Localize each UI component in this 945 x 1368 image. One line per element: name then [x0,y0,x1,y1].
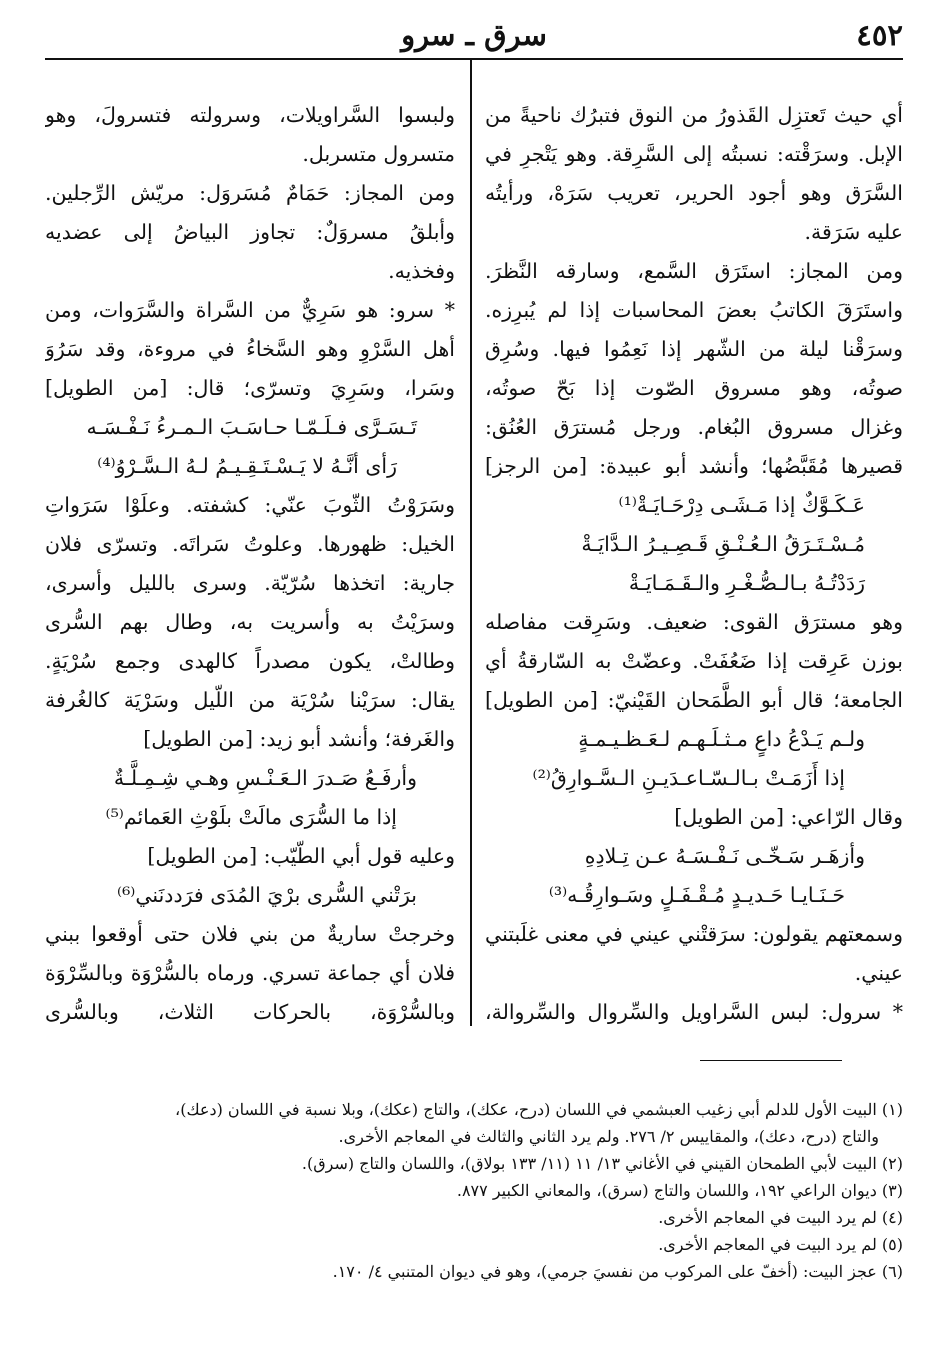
text-line: وسَرَوْتُ الثّوبَ عنّي: كشفته. وعلَوْا سَرَواتِ [45,493,455,517]
footnote: (٤) لم يرد البيت في المعاجم الأخرى. [658,1208,903,1227]
verse-line: وأرفَـعُ صَـدرَ الـعَـنْـسِ وهـي شِـمِـلَّـةٌ [113,766,417,790]
text-line: والغَرفة؛ وأنشد أبو زيد: [من الطويل] [143,727,455,751]
entry-line: * سرو: هو سَرِيٌّ من السَّراة والسَّرَوات، ومن [45,298,455,322]
verse-line: عَـكَـوَّكٌ إذا مَـشَـى دِرْحَـايَـةْ⁽¹⁾ [618,493,865,517]
text-line: وخرجتْ ساريةٌ من بني فلان حتى أوقعوا ببني [45,922,455,946]
text-line: وأبلقُ مسروَلٌ: تجاوز البياضُ إلى عضديه [45,220,455,244]
verse-line: ولـم يَـدْعُ داعٍ مـثـلَـهـم لـعَـظـيـمـةٍ [578,727,865,751]
verse-line: حَـنَـايـا حَـديـدٍ مُـقْـفَـلٍ وسَـوارِقُـه⁽³⁾ [548,883,845,907]
text-line: السَّرَق وهو أجود الحرير، تعريب سَرَهْ، ورأيتُه [485,181,903,205]
text-line: صوتُه، وهو مسروق الصّوت إذا بَحّ صوتُه، [485,376,903,400]
verse-line: وأزهَـر سَـخّـى نَـفْـسَـهُ عـن تِـلادِهِ [584,844,865,868]
footnote: (٦) عجز البيت: (أخفّ على المركوب من نفسيَ جرمي)، وهو في ديوان المتنبي ٤/ ١٧٠. [332,1262,903,1281]
text-line: وفخذيه. [388,259,455,283]
text-line: وسرَقْنا ليلة من الشّهر إذا نَعِمُوا فيها. وسُرِق [485,337,903,361]
column-divider [470,60,472,1026]
verse-line: برَتْني السُّرى برْيَ المُدَى فرَددنَني⁽⁶⁾ [117,883,417,907]
header-rule [45,58,903,60]
text-line: ولبسوا السَّراويلات، وسرولته فتسرولَ، وهو [45,103,455,127]
right-column [485,96,903,1032]
text-line: وسرَيْتُ به وأسريت به، وطال بهم السُّرى [45,610,455,634]
verse-line: إذا ما السُّرَى مالَتْ بلَوْثِ العَمائم⁽⁵⁾ [105,805,397,829]
text-line: وسَرا، وسَرِيَ وتسرّى؛ قال: [من الطويل] [45,376,455,400]
text-line: ومن المجاز: استَرَق السَّمع، وسارقه النَّظرَ. [485,259,903,283]
footnote: (٥) لم يرد البيت في المعاجم الأخرى. [658,1235,903,1254]
text-line: الخيل: ظهورها. وعلوتُ سَراتَه. وتسرّى فلان [45,532,455,556]
running-title: سرق ـ سرو [401,18,547,52]
text-line: عيني. [854,961,903,985]
verse-line: مُـسْـتَـرَقُ الـعُـنْـقِ قَـصِـيـرُ الـدَّايَـةْ [581,532,865,556]
text-line: جارية: اتخذها سُرّيّة. وسرى بالليل وأسرى، [45,571,455,595]
verse-line: تَـسَـرَّى فـلَـمّـا حـاسَـبَ الـمـرءُ نَـفْـسَـه [86,415,417,439]
text-line: وبالسُّرْوَة، بالحركات الثلاث، وبالسُّرى [45,1000,455,1024]
text-line: وعليه قول أبي الطّيّب: [من الطويل] [147,844,455,868]
text-line: الجامعة؛ قال أبو الطَّمَحان القَيْنيّ: [من الطويل] [485,688,903,712]
text-line: وغزال مسروق البُغام. ورجل مُسترَق العُنُق: [485,415,903,439]
text-line: قصيرها مُقَبَّضُها؛ وأنشد أبو عبيدة: [من الرجز] [485,454,903,478]
text-line: بوزن عَرِقت إذا ضَعُفَتْ. وعضّتْ به السّارقةُ أي [485,649,903,673]
entry-line: * سرول: لبس السَّراويل والسِّروال والسِّروالة، [485,1000,903,1024]
footnote: (٢) البيت لأبي الطمحان القيني في الأغاني ١٣/ ١١ (١١/ ١٣٣ بولاق)، واللسان والتاج (سرق). [301,1154,903,1173]
verse-line: رَدَدْتُـهُ بـالـصُّـغْـرِ والـقَـمَـايَـةْ [628,571,865,595]
text-line: وطالتْ، يكون مصدراً كالهدى وجمع سُرْيَةٍ. [45,649,455,673]
text-line: الإبل. وسرَقْته: نسبتُه إلى السَّرِقة. وهو يَتْجرِ في [485,142,903,166]
text-line: فلان أي جماعة تسري. ورماه بالسُّرْوَة وبالسِّرْوَة [45,961,455,985]
text-line: وقال الرّاعي: [من الطويل] [674,805,903,829]
text-line: ومن المجاز: حَمَامٌ مُسَروَل: مريّش الرِّجلين. [45,181,455,205]
footnote: (١) البيت الأول للدلم أبي زغيب العبشمي في اللسان (درح، عكك)، والتاج (عكك)، وبلا نسبة في اللسان (دعك)، [175,1100,903,1119]
text-line: متسرول متسربل. [302,142,455,166]
text-line: يقال: سرَيْنا سُرْيَة من اللّيل وسَرْيَة كالغُرفة [45,688,455,712]
left-column [45,96,455,1032]
footnote: (٣) ديوان الراعي ١٩٢، واللسان والتاج (سرق)، والمعاني الكبير ٨٧٧. [456,1181,903,1200]
footnotes [45,1096,903,1285]
text-line: أهل السَّرْوِ وهو السَّخاءُ في مروءة، وقد سَرُوَ [45,337,455,361]
page-number: ٤٥٢ [856,18,903,52]
text-line: وهو مسترَق القوى: ضعيف. وسَرِقت مفاصله [485,610,903,634]
verse-line: إذا أَزَمَـتْ بـالـسّـاعـدَيـنِ الـسَّـوارِقُ⁽²⁾ [532,766,845,790]
text-line: عليه سَرَقة. [804,220,903,244]
verse-line: رَأى أنَّـهُ لا يَـسْـتَـقِـيـمُ لـهُ الـسَّـرْوُ⁽⁴⁾ [97,454,397,478]
page-header [45,10,903,54]
text-line: أي حيث تَعتزِل القَذورُ من النوق فتبرُك ناحيةً من [485,103,903,127]
text-line: واستَرَقَ الكاتبُ بعضَ المحاسبات إذا لم يُبرِزه. [485,298,903,322]
footnote-rule [700,1060,842,1061]
footnote-continuation: والتاج (درح، دعك)، والمقاييس ٢/ ٢٧٦. ولم يرد الثاني والثالث في المعاجم الأخرى. [338,1127,879,1146]
text-line: وسمعتهم يقولون: سرَقتْني عيني في معنى غلَبتني [485,922,903,946]
